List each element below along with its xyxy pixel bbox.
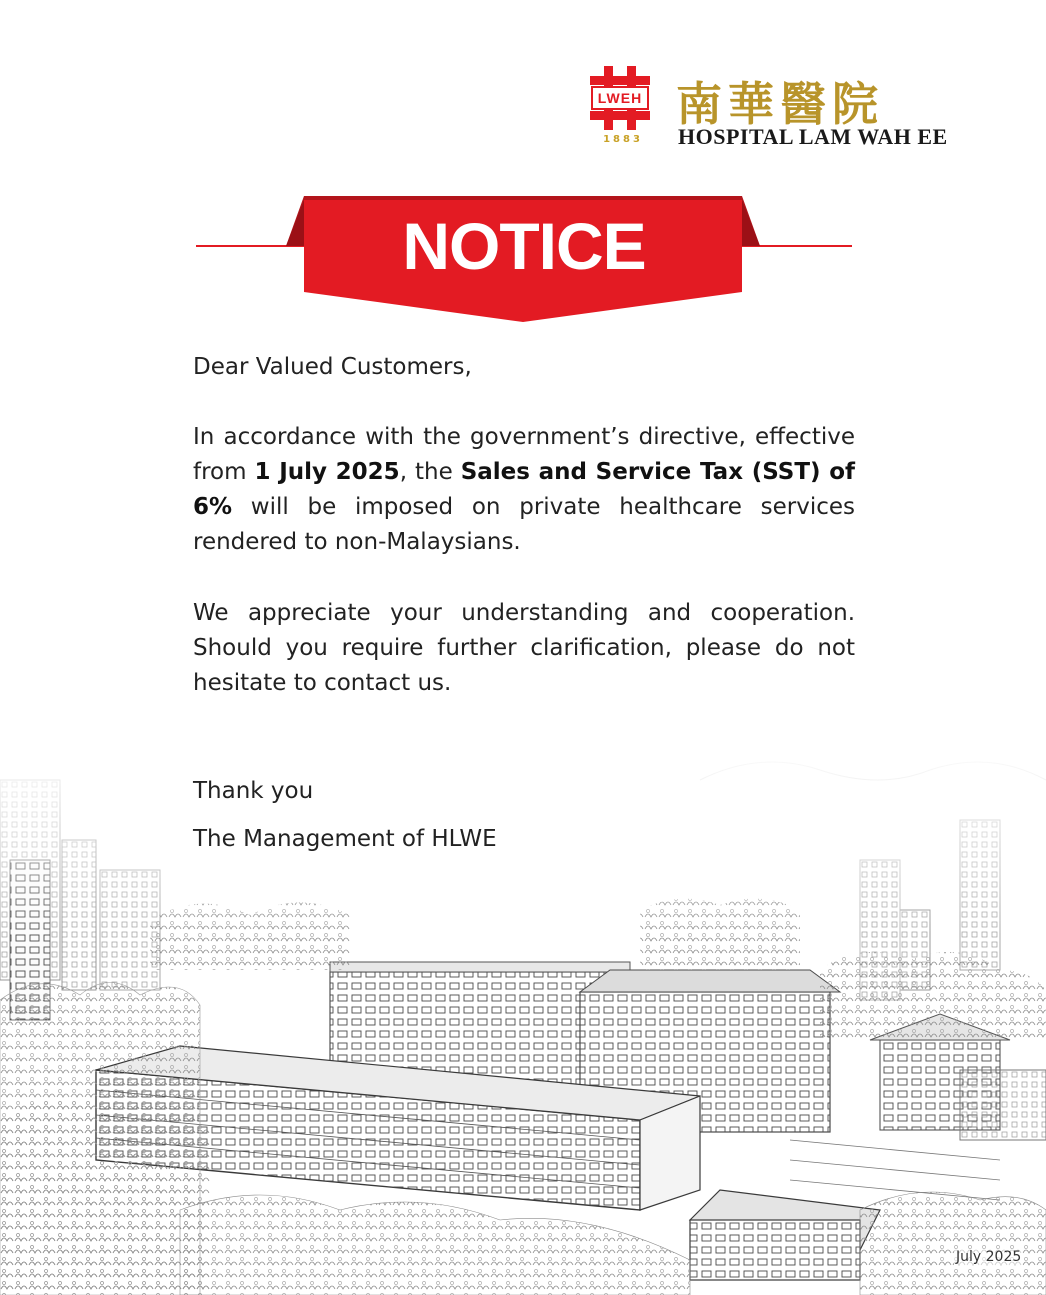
tax-notice-paragraph bbox=[193, 420, 855, 560]
notice-title: NOTICE bbox=[402, 209, 646, 283]
appreciation-paragraph: We appreciate your understanding and cooperation. Should you require further clarification, please do not hesitate to contact us. bbox=[193, 600, 855, 696]
logo-chinese-name: 南華醫院 bbox=[676, 77, 884, 131]
para1-text-3: will be imposed on private healthcare services rendered to non-Malaysians. bbox=[193, 494, 855, 555]
logo-year: 1883 bbox=[603, 134, 643, 145]
logo-badge-text: LWEH bbox=[597, 90, 643, 106]
hospital-logo bbox=[590, 66, 980, 152]
logo-english-name: HOSPITAL LAM WAH EE bbox=[678, 124, 948, 149]
document-date: July 2025 bbox=[956, 1249, 1022, 1265]
salutation: Dear Valued Customers, bbox=[193, 354, 472, 380]
para1-text-1: In accordance with the government’s directive, effective from bbox=[193, 424, 855, 485]
signoff-line: The Management of HLWE bbox=[193, 826, 497, 852]
para1-text-2: , the bbox=[399, 459, 461, 485]
notice-banner bbox=[196, 196, 852, 326]
tax-description: Sales and Service Tax (SST) of 6% bbox=[193, 459, 855, 520]
thank-you-line: Thank you bbox=[193, 778, 314, 804]
effective-date: 1 July 2025 bbox=[254, 459, 400, 485]
